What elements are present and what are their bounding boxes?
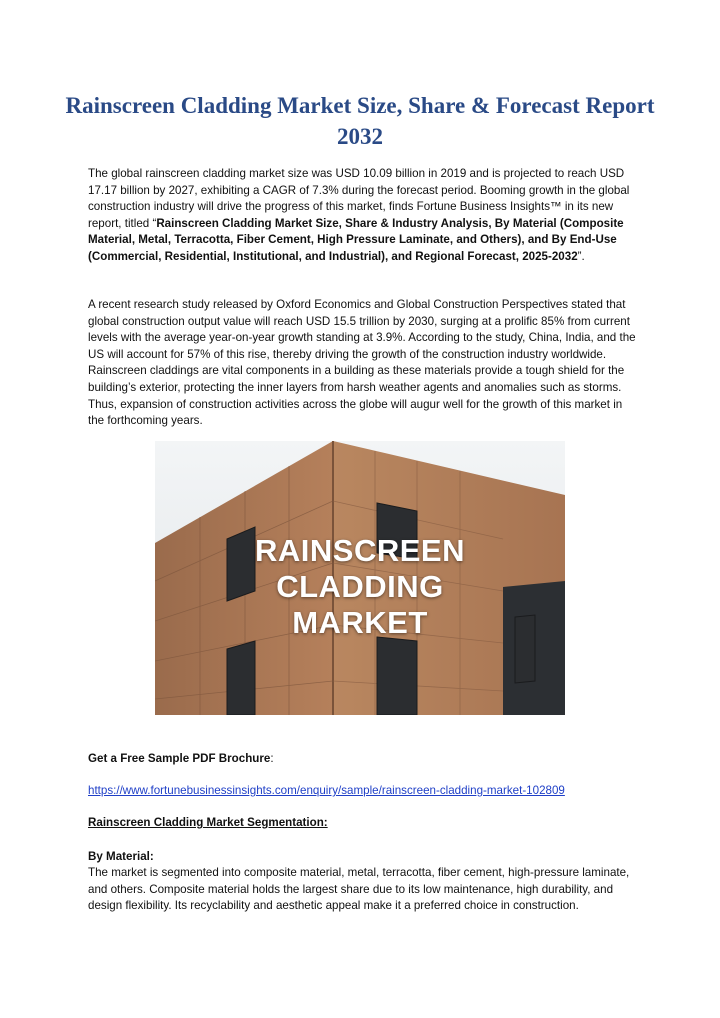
brochure-label: Get a Free Sample PDF Brochure	[88, 752, 271, 765]
segmentation-heading: Rainscreen Cladding Market Segmentation:	[88, 816, 328, 829]
caption-line-1: RAINSCREEN	[255, 533, 465, 568]
by-material-paragraph: The market is segmented into composite material, metal, terracotta, fiber cement, high-pressure laminate, and others. Composite material holds the largest share due to its low maintenance, high durability, and design flexibility. Its recyclability and aesthetic appeal make it a preferred choice in construction.	[88, 866, 630, 913]
caption-line-2: CLADDING	[276, 569, 444, 604]
intro-paragraph	[88, 166, 636, 266]
construction-paragraph: A recent research study released by Oxford Economics and Global Construction Perspectives stated that global construction output value will reach USD 15.5 trillion by 2030, surging at a prolific 85% from current levels with the average year-on-year growth standing at 3.9%. According to the study, China, India, and the US will account for 57% of this rise, thereby driving the growth of the construction industry worldwide. Rainscreen claddings are vital components in a building as these materials provide a tough shield for the building’s exterior, protecting the inner layers from harsh weather agents and anomalies such as storms. Thus, expansion of construction activities across the globe will augur well for the growth of this market in the forthcoming years.	[88, 298, 636, 428]
brochure-colon: :	[270, 752, 274, 765]
page-title: Rainscreen Cladding Market Size, Share & Forecast Report 2032	[65, 93, 655, 149]
image-caption	[155, 533, 565, 641]
intro-text: The global rainscreen cladding market size was USD 10.09 billion in 2019 and is projected to reach USD 17.17 billion by 2027, exhibiting a CAGR of 7.3% during the forecast period. Booming growth in the global construction industry will drive the progress of this market, finds Fortune Business Insights™ in its new report, titled “	[88, 167, 630, 230]
caption-line-3: MARKET	[292, 605, 428, 640]
brochure-line	[88, 751, 648, 768]
intro-text-end: ”.	[577, 249, 585, 263]
report-title: Rainscreen Cladding Market Size, Share & Industry Analysis, By Material (Composite Material, Metal, Terracotta, Fiber Cement, High Pressure Laminate, and Others), and By End-Use (Commercial, Residential, Institutional, and Industrial), and Regional Forecast, 2025-2032	[88, 216, 624, 263]
sample-brochure-link[interactable]: https://www.fortunebusinessinsights.com/enquiry/sample/rainscreen-cladding-market-102809	[88, 784, 565, 797]
by-material-heading: By Material:	[88, 850, 154, 863]
